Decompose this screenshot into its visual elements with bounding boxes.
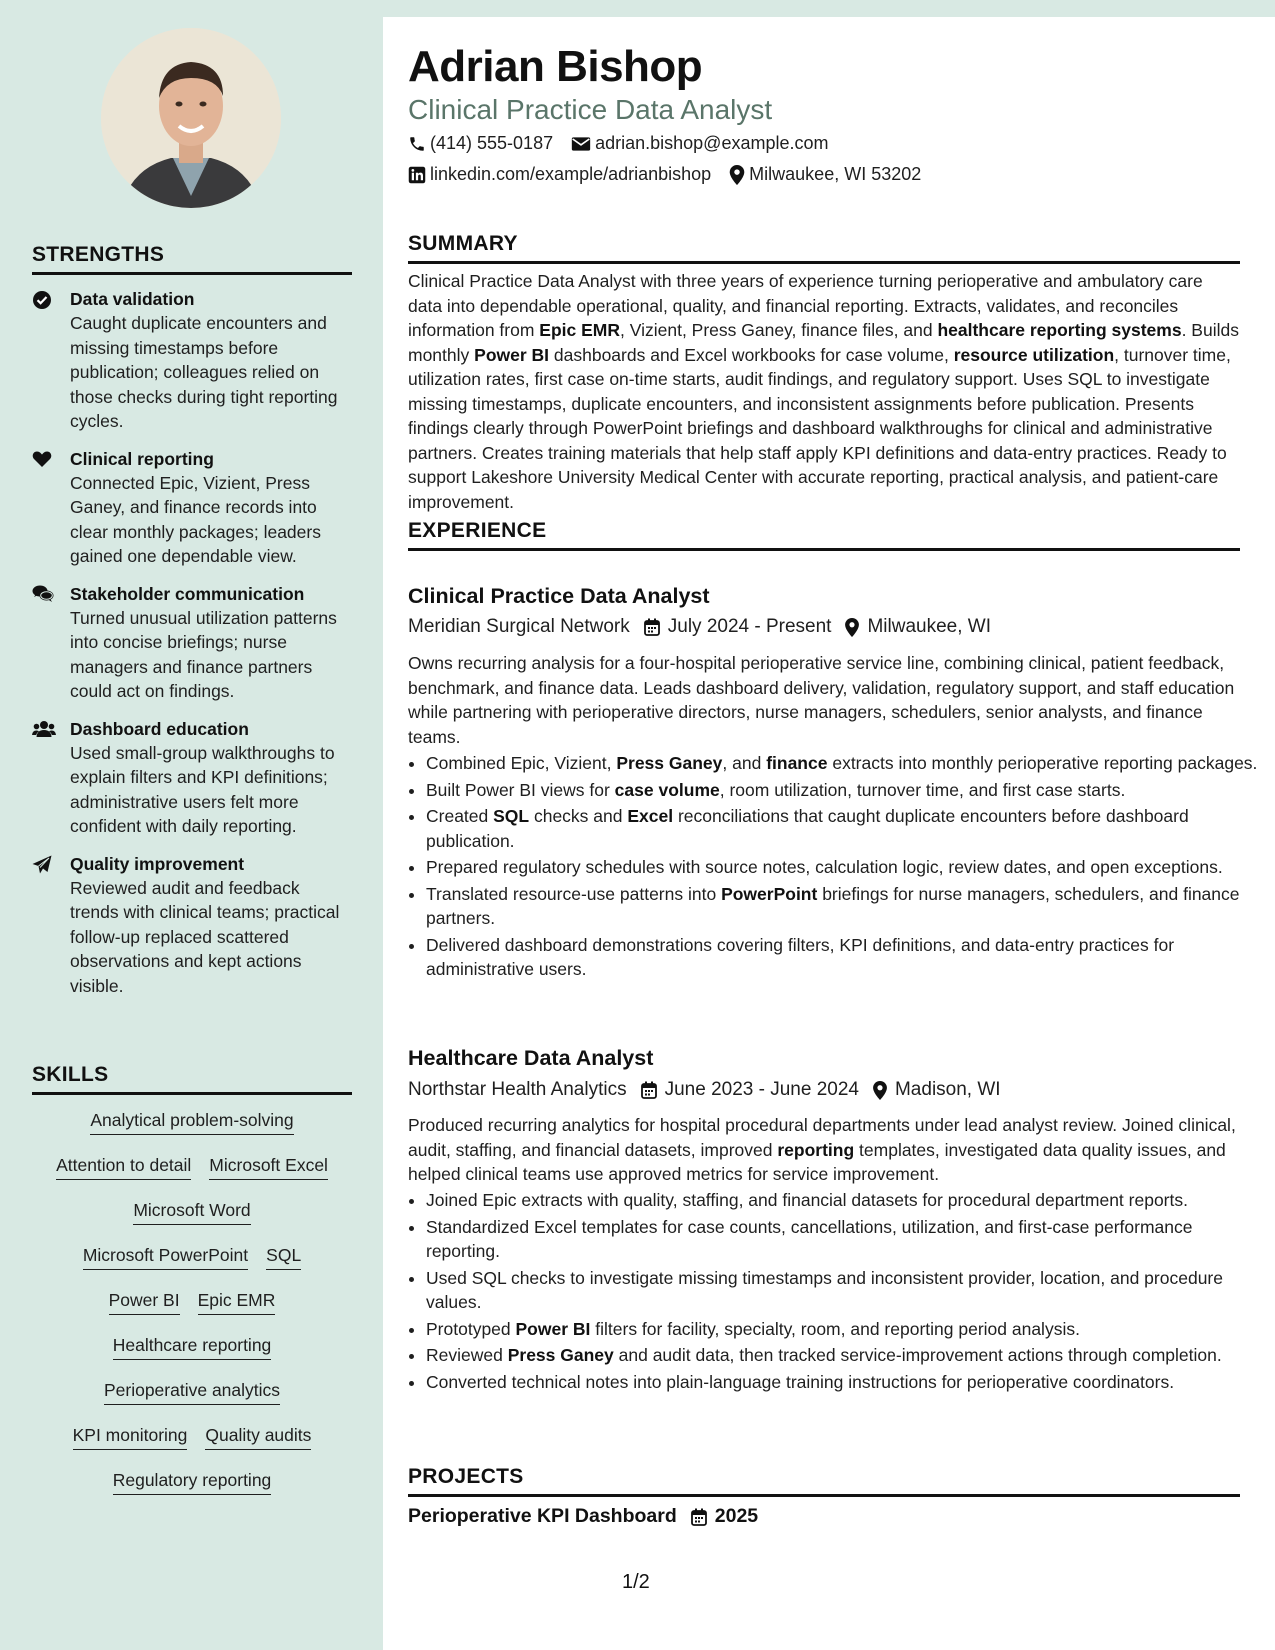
strength-title: Dashboard education: [70, 718, 249, 739]
job-company-2: Northstar Health Analytics: [408, 1079, 627, 1100]
email-text[interactable]: adrian.bishop@example.com: [595, 133, 829, 153]
linkedin-item[interactable]: [408, 164, 711, 185]
skill-tag: Healthcare reporting: [113, 1334, 272, 1360]
job-dates-item-2: [641, 1079, 859, 1101]
job-location-1: Milwaukee, WI: [867, 616, 991, 637]
strength-item: [32, 852, 352, 999]
job-dates-item-1: [644, 616, 832, 638]
strength-title: Data validation: [70, 289, 195, 309]
calendar-icon: [644, 618, 660, 636]
skill-tag: Perioperative analytics: [104, 1379, 280, 1405]
strength-body: [70, 717, 352, 839]
skill-tag: Epic EMR: [198, 1289, 276, 1315]
skill-tag: Attention to detail: [56, 1154, 191, 1180]
job-title-1: Clinical Practice Data Analyst: [408, 584, 710, 608]
skills-heading: SKILLS: [32, 1063, 352, 1095]
job-bullet: • Translated resource-use patterns into PowerPoint briefings for nurse managers, schedulers, and finance partners.: [426, 882, 1258, 931]
phone-icon: [408, 135, 426, 153]
map-pin-icon: [729, 165, 745, 185]
heart-icon: [32, 447, 70, 569]
job-bullet: • Built Power BI views for case volume, room utilization, turnover time, and first case starts.: [426, 778, 1258, 803]
job-bullet: • Prepared regulatory schedules with source notes, calculation logic, review dates, and open exceptions.: [426, 855, 1258, 880]
skill-tag: Analytical problem-solving: [90, 1109, 293, 1135]
job-description-2: Produced recurring analytics for hospital procedural departments under lead analyst review. Joined clinical, audit, staffing, and financial datasets, improved reporting templates, investigated data quality issues, and helped clinical teams use approved metrics for service improvement.: [408, 1115, 1236, 1184]
skill-row: [32, 1424, 352, 1469]
strength-item: [32, 287, 352, 434]
job-location-item-2: [873, 1079, 1001, 1101]
strengths-heading: STRENGTHS: [32, 243, 352, 275]
job-dates-1: July 2024 - Present: [667, 616, 832, 637]
strength-body: [70, 582, 352, 704]
summary-text: Clinical Practice Data Analyst with three years of experience turning perioperative and ambulatory care data into dependable operational, quality, and financial reporting. Extracts, validates, and reconciles information from Epic EMR, Vizient, Press Ganey, finance files, and healthcare reporting systems. Builds monthly Power BI dashboards and Excel workbooks for case volume, resource utilization, turnover time, utilization rates, first case on-time starts, audit findings, and regulatory support. Uses SQL to investigate missing timestamps, duplicate encounters, and inconsistent assignments before publication. Presents findings clearly through PowerPoint briefings and dashboard walkthroughs for clinical and administrative partners. Creates training materials that help staff apply KPI definitions and data-entry practices. Ready to support Lakeshore University Medical Center with accurate reporting, practical analysis, and patient-care improvement.: [408, 271, 1239, 512]
project-item: [408, 1505, 758, 1528]
skill-row: [32, 1289, 352, 1334]
avatar: [101, 28, 281, 208]
linkedin-text[interactable]: linkedin.com/example/adrianbishop: [430, 164, 712, 184]
job-meta-1: [408, 616, 1005, 638]
job-bullet: • Standardized Excel templates for case counts, cancellations, utilization, and first-case performance reporting.: [426, 1215, 1258, 1264]
job-meta-2: [408, 1079, 1015, 1101]
skill-row: [32, 1109, 352, 1154]
strength-text: Caught duplicate encounters and missing timestamps before publication; colleagues relied on those checks during tight reporting cycles.: [70, 313, 338, 431]
candidate-name: Adrian Bishop: [408, 42, 703, 91]
strength-title: Clinical reporting: [70, 448, 214, 469]
job-location-2: Madison, WI: [894, 1079, 1001, 1100]
strength-body: [70, 447, 352, 569]
projects-heading: PROJECTS: [408, 1465, 1240, 1497]
job-bullet: • Converted technical notes into plain-language training instructions for perioperative coordinators.: [426, 1370, 1258, 1395]
skill-tag: KPI monitoring: [73, 1424, 188, 1450]
job-bullet: • Delivered dashboard demonstrations covering filters, KPI definitions, and data-entry practices for administrative users.: [426, 933, 1258, 982]
skill-tag: Microsoft PowerPoint: [83, 1244, 248, 1270]
map-pin-icon: [845, 618, 859, 637]
job-bullet: • Prototyped Power BI filters for facility, specialty, room, and reporting period analysis.: [426, 1317, 1258, 1342]
job-title-2: Healthcare Data Analyst: [408, 1046, 654, 1070]
job-bullet: • Combined Epic, Vizient, Press Ganey, and finance extracts into monthly perioperative reporting packages.: [426, 751, 1258, 776]
skill-row: [32, 1469, 352, 1514]
calendar-icon: [641, 1081, 657, 1099]
skill-row: [32, 1154, 352, 1199]
envelope-icon: [571, 135, 591, 153]
job-bullets-2: [408, 1188, 1258, 1396]
contact-row-2: [408, 164, 939, 185]
skill-tag: Regulatory reporting: [113, 1469, 272, 1495]
strength-item: [32, 447, 352, 569]
top-accent-band: [383, 0, 1275, 17]
strength-body: [70, 287, 352, 434]
sidebar: [0, 0, 383, 1650]
phone-item: [408, 133, 553, 154]
skill-row: [32, 1379, 352, 1424]
job-bullet: • Used SQL checks to investigate missing timestamps and inconsistent provider, location, and procedure values.: [426, 1266, 1258, 1315]
job-company-1: Meridian Surgical Network: [408, 616, 630, 637]
job-description-1: Owns recurring analysis for a four-hospital perioperative service line, combining clinical, patient feedback, benchmark, and finance data. Leads dashboard delivery, validation, regulatory support, and staff education while partnering with perioperative directors, nurse managers, schedulers, senior analysts, and finance teams.: [408, 653, 1235, 747]
project-title: Perioperative KPI Dashboard: [408, 1505, 677, 1527]
email-item[interactable]: [571, 133, 828, 154]
strength-item: [32, 717, 352, 839]
strengths-list: [32, 287, 352, 998]
strength-text: Connected Epic, Vizient, Press Ganey, and finance records into clear monthly packages; leaders gained one dependable view.: [70, 472, 321, 566]
check-circle-icon: [32, 287, 70, 434]
experience-heading: EXPERIENCE: [408, 519, 1240, 551]
strength-title: Stakeholder communication: [70, 583, 305, 604]
job-location-item-1: [845, 616, 991, 638]
candidate-role: Clinical Practice Data Analyst: [408, 94, 773, 125]
location-text: Milwaukee, WI 53202: [749, 164, 922, 184]
skill-row: [32, 1334, 352, 1379]
job-dates-2: June 2023 - June 2024: [664, 1079, 859, 1100]
strength-item: [32, 582, 352, 704]
contact-row-1: [408, 133, 847, 154]
map-pin-icon: [873, 1081, 887, 1100]
skill-tag: Microsoft Word: [133, 1199, 250, 1225]
users-icon: [32, 717, 70, 839]
job-bullet: • Reviewed Press Ganey and audit data, then tracked service-improvement actions through completion.: [426, 1343, 1258, 1368]
strengths-section: [32, 243, 352, 998]
strength-text: Reviewed audit and feedback trends with clinical teams; practical follow-up replaced scattered observations and kept actions visible.: [70, 877, 340, 996]
summary-heading: SUMMARY: [408, 232, 1240, 264]
job-bullet: • Created SQL checks and Excel reconciliations that caught duplicate encounters before dashboard publication.: [426, 804, 1258, 853]
skills-list: [32, 1109, 352, 1514]
comments-icon: [32, 582, 70, 704]
job-bullet: • Joined Epic extracts with quality, staffing, and financial datasets for procedural department reports.: [426, 1188, 1258, 1213]
linkedin-icon: [408, 166, 426, 184]
calendar-icon: [691, 1508, 707, 1526]
skill-tag: Microsoft Excel: [209, 1154, 328, 1180]
skill-tag: Power BI: [109, 1289, 180, 1315]
phone-text: (414) 555-0187: [430, 133, 554, 153]
location-item: [729, 164, 921, 185]
strength-text: Used small-group walkthroughs to explain filters and KPI definitions; administrative users felt more confident with daily reporting.: [70, 742, 335, 836]
skill-row: [32, 1199, 352, 1244]
strength-body: [70, 852, 352, 999]
skill-row: [32, 1244, 352, 1289]
page-number: 1/2: [622, 1571, 650, 1593]
project-year: 2025: [714, 1505, 759, 1527]
skills-section: [32, 1063, 352, 1514]
paper-plane-icon: [32, 852, 70, 999]
strength-text: Turned unusual utilization patterns into concise briefings; nurse managers and finance partners could act on findings.: [70, 607, 337, 701]
job-bullets-1: [408, 751, 1258, 984]
strength-title: Quality improvement: [70, 853, 245, 874]
skill-tag: SQL: [266, 1244, 301, 1270]
profile-photo: [101, 28, 281, 208]
skill-tag: Quality audits: [205, 1424, 311, 1450]
